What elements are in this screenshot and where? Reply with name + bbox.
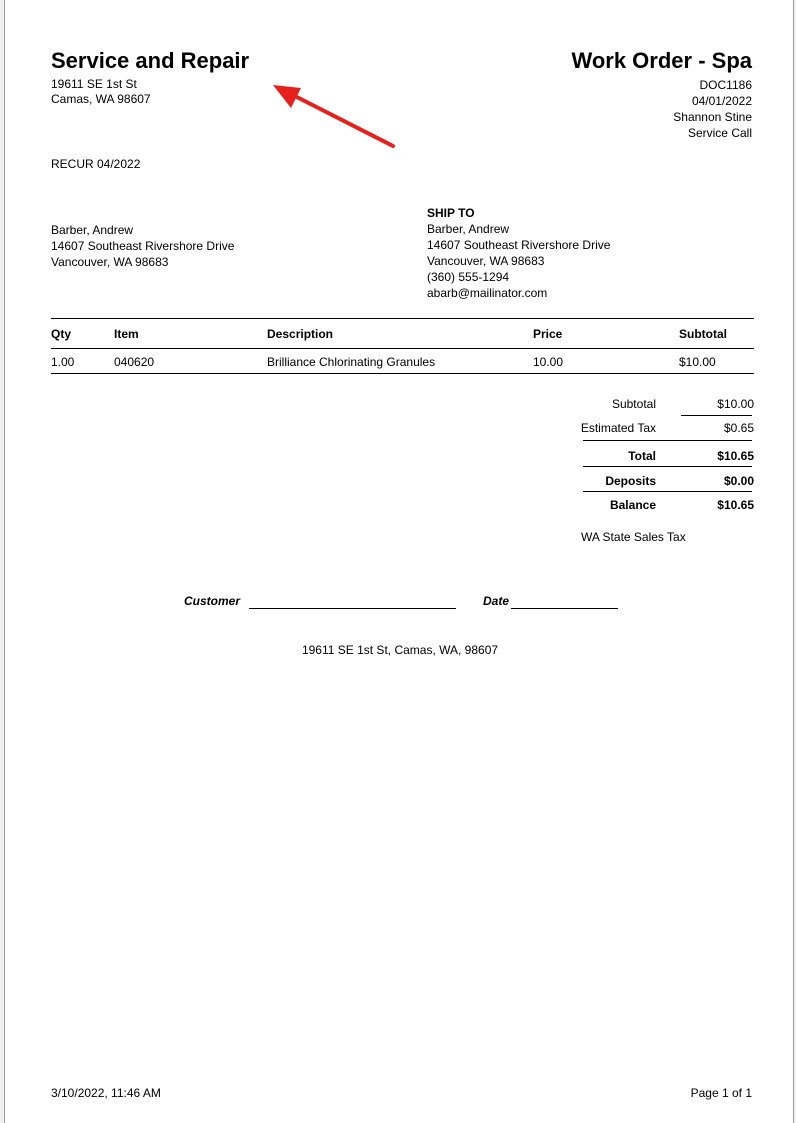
- company-address: [51, 77, 151, 107]
- tax-value: $0.65: [723, 421, 754, 435]
- date-signature-line: [511, 608, 618, 609]
- table-header-row: [51, 318, 754, 349]
- header-description: Description: [267, 327, 334, 341]
- deposits-rule: [583, 491, 752, 492]
- tax-label: Estimated Tax: [580, 421, 656, 435]
- row-price: 10.00: [533, 355, 564, 369]
- header-subtotal: Subtotal: [679, 327, 727, 341]
- tax-note: WA State Sales Tax: [581, 530, 686, 544]
- total-rule: [583, 466, 752, 467]
- header-item: Item: [114, 327, 139, 341]
- row-description: Brilliance Chlorinating Granules: [267, 355, 436, 369]
- recur-label: RECUR 04/2022: [51, 157, 141, 171]
- row-subtotal: $10.00: [679, 355, 716, 369]
- annotation-arrow-icon: [265, 80, 405, 155]
- company-name: Service and Repair: [51, 48, 250, 73]
- customer-signature-line: [249, 608, 456, 609]
- document-page: [4, 0, 794, 1123]
- document-meta: [673, 77, 752, 141]
- ship-to-header: SHIP TO: [427, 206, 475, 220]
- deposits-label: Deposits: [605, 474, 656, 488]
- page-number: Page 1 of 1: [690, 1086, 752, 1100]
- document-title: Work Order - Spa: [571, 48, 752, 73]
- ship-to-email: abarb@mailinator.com: [427, 286, 548, 300]
- balance-label: Balance: [609, 498, 656, 512]
- row-item: 040620: [114, 355, 155, 369]
- subtotal-rule: [681, 415, 752, 416]
- customer-signature-label: Customer: [184, 594, 241, 608]
- deposits-value: $0.00: [723, 474, 754, 488]
- document-type: Service Call: [687, 126, 752, 140]
- subtotal-value: $10.00: [717, 397, 754, 411]
- document-rep: Shannon Stine: [673, 110, 752, 124]
- total-value: $10.65: [717, 449, 754, 463]
- ship-to-city: Vancouver, WA 98683: [427, 254, 545, 268]
- ship-to-name: Barber, Andrew: [427, 222, 510, 236]
- footer-address: 19611 SE 1st St, Camas, WA, 98607: [301, 643, 499, 657]
- company-address-line2: Camas, WA 98607: [51, 92, 151, 106]
- document-date: 04/01/2022: [691, 94, 752, 108]
- document-number: DOC1186: [699, 78, 752, 92]
- balance-value: $10.65: [717, 498, 754, 512]
- bill-to-city: Vancouver, WA 98683: [51, 255, 169, 269]
- bill-to-name: Barber, Andrew: [51, 223, 134, 237]
- bill-to-block: [51, 222, 234, 270]
- printed-timestamp: 3/10/2022, 11:46 AM: [51, 1086, 161, 1100]
- ship-to-phone: (360) 555-1294: [427, 270, 510, 284]
- bill-to-street: 14607 Southeast Rivershore Drive: [51, 239, 235, 253]
- ship-to-block: [427, 205, 610, 301]
- total-label: Total: [628, 449, 656, 463]
- header-price: Price: [533, 327, 563, 341]
- line-items-table: [51, 318, 754, 374]
- table-row: [51, 349, 754, 374]
- header-qty: Qty: [51, 327, 72, 341]
- tax-rule: [583, 440, 752, 441]
- row-qty: 1.00: [51, 355, 75, 369]
- date-signature-label: Date: [483, 594, 510, 608]
- subtotal-label: Subtotal: [611, 397, 656, 411]
- ship-to-street: 14607 Southeast Rivershore Drive: [427, 238, 611, 252]
- company-address-line1: 19611 SE 1st St: [51, 77, 137, 91]
